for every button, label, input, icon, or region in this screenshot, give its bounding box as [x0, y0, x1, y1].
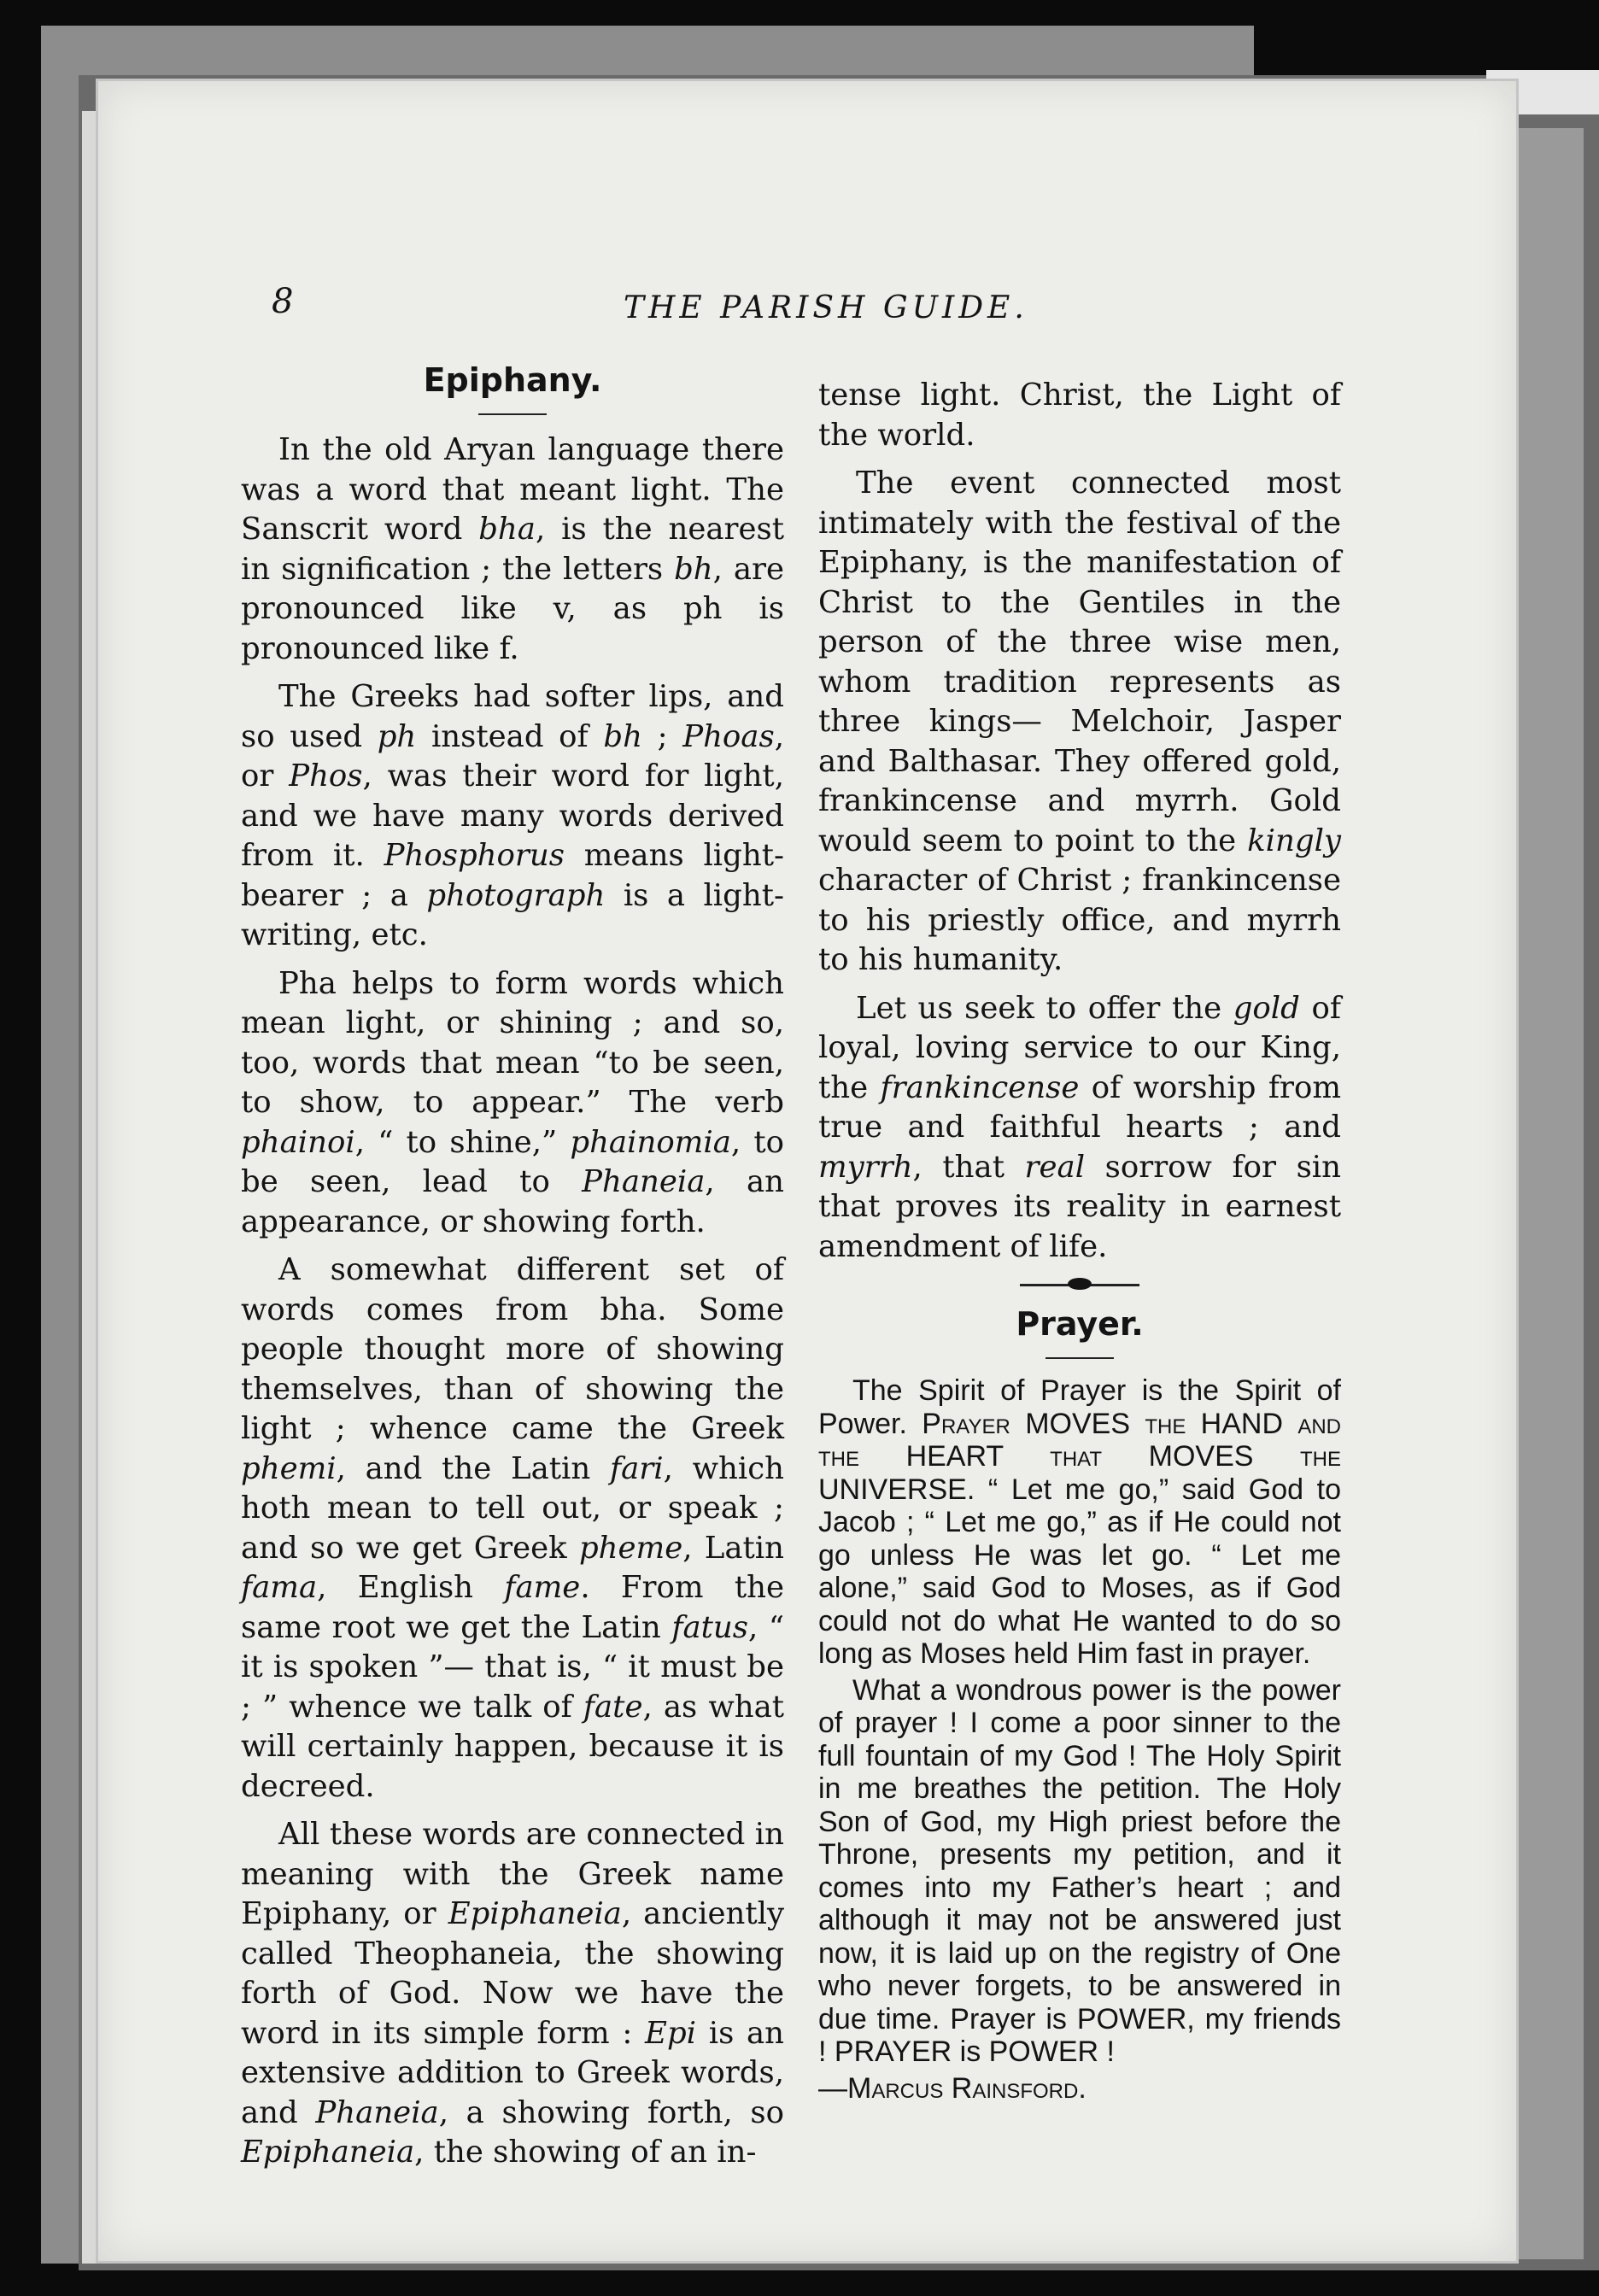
- epiphany-title: Epiphany.: [423, 361, 602, 399]
- prayer-signature: —Marcus Rainsford.: [818, 2071, 1086, 2105]
- paragraph: Let us seek to offer the gold of loyal, loving service to our King, the frankincense of worship from true and faithful hearts ; and myrrh, that real sorrow for sin that proves its reality in earnest amendment of life.: [818, 990, 1342, 1264]
- paragraph: The event connected most intimately with the festival of the Epiphany, is the manifestation of Christ to the Gentiles in the person of the three wise men, whom tradition represents as three kings— Melchoir, Jasper and Balthasar. They offered gold, frankincense and myrrh. Gold would seem to point to the kingly character of Christ ; frankincense to his priestly office, and myrrh to his humanity.: [818, 466, 1341, 977]
- epiphany-continuation: [818, 376, 1341, 1267]
- paragraph: The Greeks had softer lips, and so used ph instead of bh ; Phoas, or Phos, was their word for light, and we have many words derived from it. Phosphorus means light-bearer ; a photograph is a light-writing, etc.: [241, 679, 784, 952]
- prayer-body: [818, 1374, 1341, 2105]
- paragraph: Pha helps to form words which mean light, or shining ; and so, too, words that mean “to be seen, to show, to appear.” The verb phainoi, “ to shine,” phainomia, to be seen, lead to Phaneia, an appearance, or showing forth.: [241, 965, 785, 1239]
- running-title: THE PARISH GUIDE.: [624, 290, 1028, 325]
- page-number: 8: [272, 282, 294, 321]
- binding-edge: [1514, 128, 1584, 2259]
- left-column: [241, 359, 784, 2182]
- paragraph: What a wondrous power is the power of prayer ! I come a poor sinner to the full fountain of my God ! The Holy Spirit in me breathes the petition. The Holy Son of God, my High priest before the Throne, presents my petition, and it comes into my Father’s heart ; and although it may not be answered just now, it is laid up on the registry of One who never forgets, to be answered in due time. Prayer is POWER, my friends ! PRAYER is POWER !: [818, 1673, 1341, 2068]
- title-rule: [1046, 1357, 1114, 1359]
- paragraph: The Spirit of Prayer is the Spirit of Power. Prayer MOVES the HAND and the HEART that MOVES the UNIVERSE. “ Let me go,” said God to Jacob ; “ Let me go,” as if He could not go unless He was let go. “ Let me alone,” said God to Moses, as if God could not do what He wanted to do so long as Moses held Him fast in prayer.: [818, 1374, 1342, 1670]
- right-column: [818, 376, 1341, 2108]
- paragraph: In the old Aryan language there was a word that meant light. The Sanscrit word bha, is the nearest in signification ; the letters bh, are pronounced like v, as ph is pronounced like f.: [241, 432, 784, 666]
- section-ornament: [1020, 1275, 1139, 1294]
- title-rule: [478, 413, 547, 415]
- epiphany-body: [241, 430, 784, 2173]
- prayer-title: Prayer.: [1016, 1305, 1144, 1343]
- paragraph: tense light. Christ, the Light of the world.: [818, 378, 1341, 453]
- paragraph: A somewhat different set of words comes from bha. Some people thought more of showing themselves, than of showing the light ; whence came the Greek phemi, and the Latin fari, which hoth mean to tell out, or speak ; and so we get Greek pheme, Latin fama, English fame. From the same root we get the Latin fatus, “ it is spoken ”— that is, “ it must be ; ” whence we talk of fate, as what will certainly happen, because it is decreed.: [241, 1252, 785, 1804]
- paragraph: All these words are connected in meaning with the Greek name Epiphany, or Epiphaneia, anciently called Theophaneia, the showing forth of God. Now we have the word in its simple form : Epi is an extensive addition to Greek words, and Phaneia, a showing forth, so Epiphaneia, the showing of an in-: [241, 1817, 785, 2170]
